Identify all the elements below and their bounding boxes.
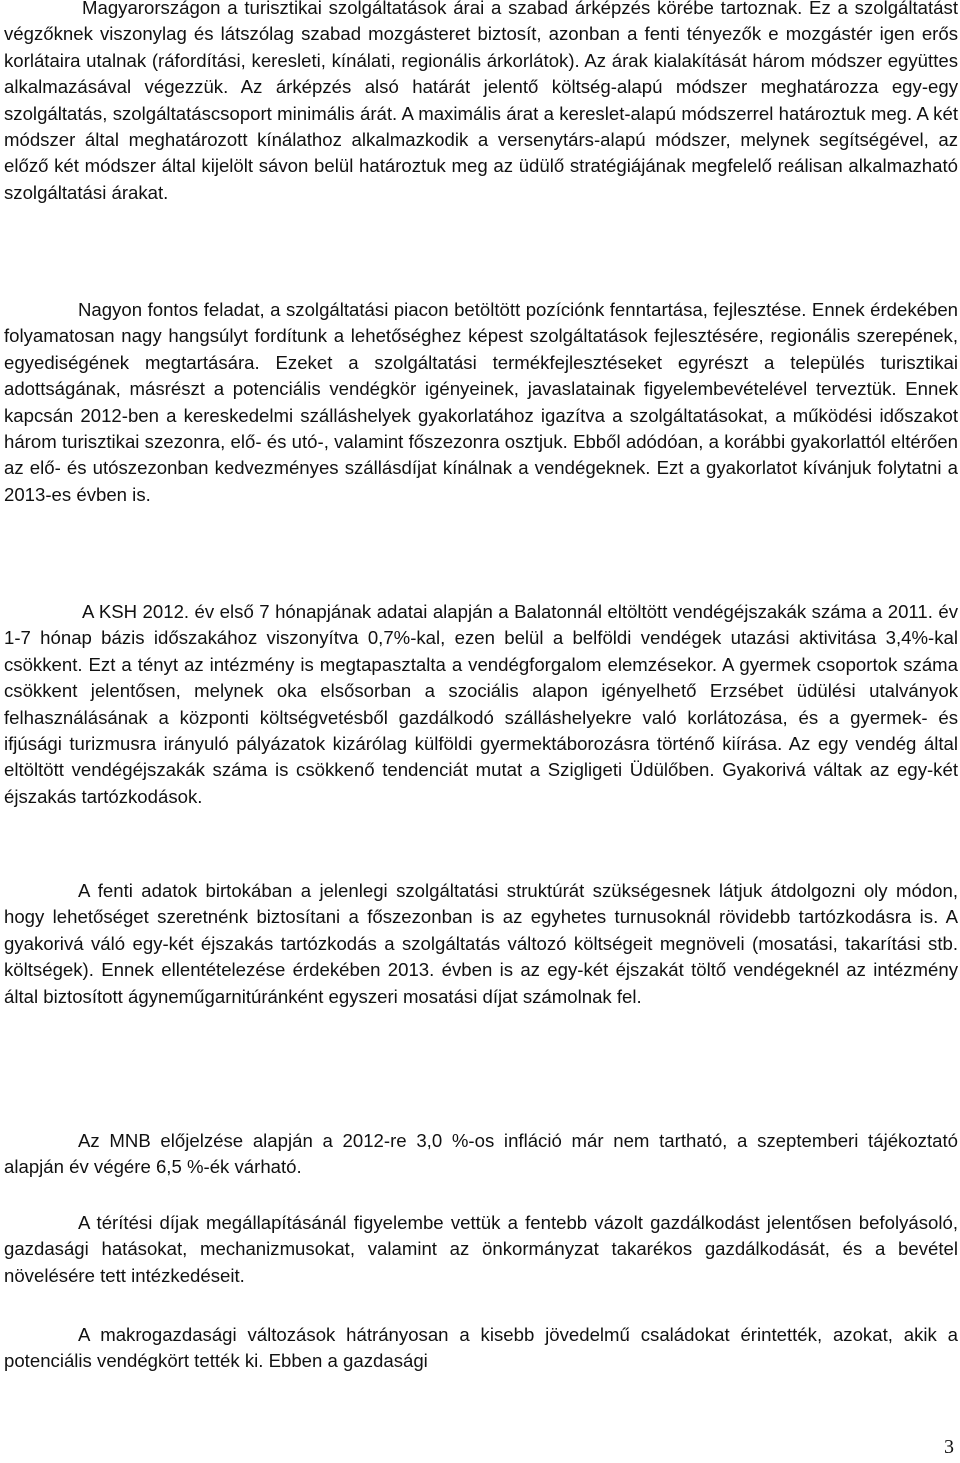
- paragraph-pricing: Magyarországon a turisztikai szolgáltatások árai a szabad árképzés körébe tartoznak. Ez a szolgáltatást végzőknek viszonylag és látszólag szabad mozgásteret biztosít, azonban a fenti tényezők e mozgástér igen erős korlátaira utalnak (ráfordítási, keresleti, kínálati, regionális árkorlátok). Az árak kialakítását három módszer együttes alkalmazásával végezzük. Az árképzés alsó határát jelentő költség-alapú módszer meghatározza egy-egy szolgáltatás, szolgáltatáscsoport minimális árát. A maximális árat a kereslet-alapú módszerrel határoztuk meg. A két módszer által meghatározott kínálathoz alkalmazkodik a versenytárs-alapú módszer, melynek segítségével, az előző két módszer által kijelölt sávon belül határoztuk meg az üdülő stratégiájának megfelelő reálisan alkalmazható szolgáltatási árakat.: [4, 0, 958, 203]
- page-number: 3: [944, 1436, 954, 1458]
- paragraph-fee-setting: A térítési díjak megállapításánál figyelembe vettük a fentebb vázolt gazdálkodást jelentősen befolyásoló, gazdasági hatásokat, mechanizmusokat, valamint az önkormányzat takarékos gazdálkodását, és a bevétel növelésére tett intézkedéseit.: [4, 1212, 958, 1286]
- paragraph-service-structure: A fenti adatok birtokában a jelenlegi szolgáltatási struktúrát szükségesnek látjuk átdolgozni oly módon, hogy lehetőséget szeretnénk biztosítani a főszezonban is az egyhetes turnusoknál rövidebb tartózkodásra is. A gyakorivá váló egy-két éjszakás tartózkodás a szolgáltatás változó költségeit megnöveli (mosatási, takarítási stb. költségek). Ennek ellentételezése érdekében 2013. évben is az egy-két éjszakát töltő vendégeknél az intézmény által biztosított ágyneműgarnitúránként egyszeri mosatási díjat számolnak fel.: [4, 880, 958, 1007]
- paragraph-mnb-inflation: Az MNB előjelzése alapján a 2012-re 3,0 %-os infláció már nem tartható, a szeptemberi tájékoztató alapján év végére 6,5 %-ék várható.: [4, 1130, 958, 1178]
- paragraph-macroeconomic: A makrogazdasági változások hátrányosan a kisebb jövedelmű családokat érintették, azokat, akik a potenciális vendégkört tették ki. Ebben a gazdasági: [4, 1324, 958, 1372]
- paragraph-ksh-statistics: A KSH 2012. év első 7 hónapjának adatai alapján a Balatonnál eltöltött vendégéjszakák száma a 2011. év 1-7 hónap bázis időszakához viszonyítva 0,7%-kal, ezen belül a belföldi vendégek utazási aktivitása 3,4%-kal csökkent. Ezt a tényt az intézmény is megtapasztalta a vendégforgalom elemzésekor. A gyermek csoportok száma csökkent jelentősen, melynek oka elsősorban a szociális alapon igényelhető Erzsébet üdülési utalványok felhasználásának a központi költségvetésből gazdálkodó szálláshelyekre való korlátozása, és a gyermek- és ifjúsági turizmusra irányuló pályázatok kizárólag külföldi gyermektáborozásra történő kiírása. Az egy vendég által eltöltött vendégéjszakák száma is csökkenő tendenciát mutat a Szigligeti Üdülőben. Gyakorivá váltak az egy-két éjszakás tartózkodások.: [4, 601, 958, 807]
- paragraph-market-position: Nagyon fontos feladat, a szolgáltatási piacon betöltött pozíciónk fenntartása, fejlesztése. Ennek érdekében folyamatosan nagy hangsúlyt fordítunk a lehetőséghez képest szolgáltatások fejlesztésére, regionális szerepének, egyediségének megtartására. Ezeket a szolgáltatási termékfejlesztéseket egyrészt a település turisztikai adottságának, másrészt a potenciális vendégkör igényeinek, javaslatainak figyelembevételével terveztük. Ennek kapcsán 2012-ben a kereskedelmi szálláshelyek gyakorlatához igazítva a szolgáltatásokat, a működési időszakot három turisztikai szezonra, elő- és utó-, valamint főszezonra osztjuk. Ebből adódóan, a korábbi gyakorlattól eltérően az elő- és utószezonban kedvezményes szállásdíjat kínálnak a vendégeknek. Ezt a gyakorlatot kívánjuk folytatni a 2013-es évben is.: [4, 299, 958, 505]
